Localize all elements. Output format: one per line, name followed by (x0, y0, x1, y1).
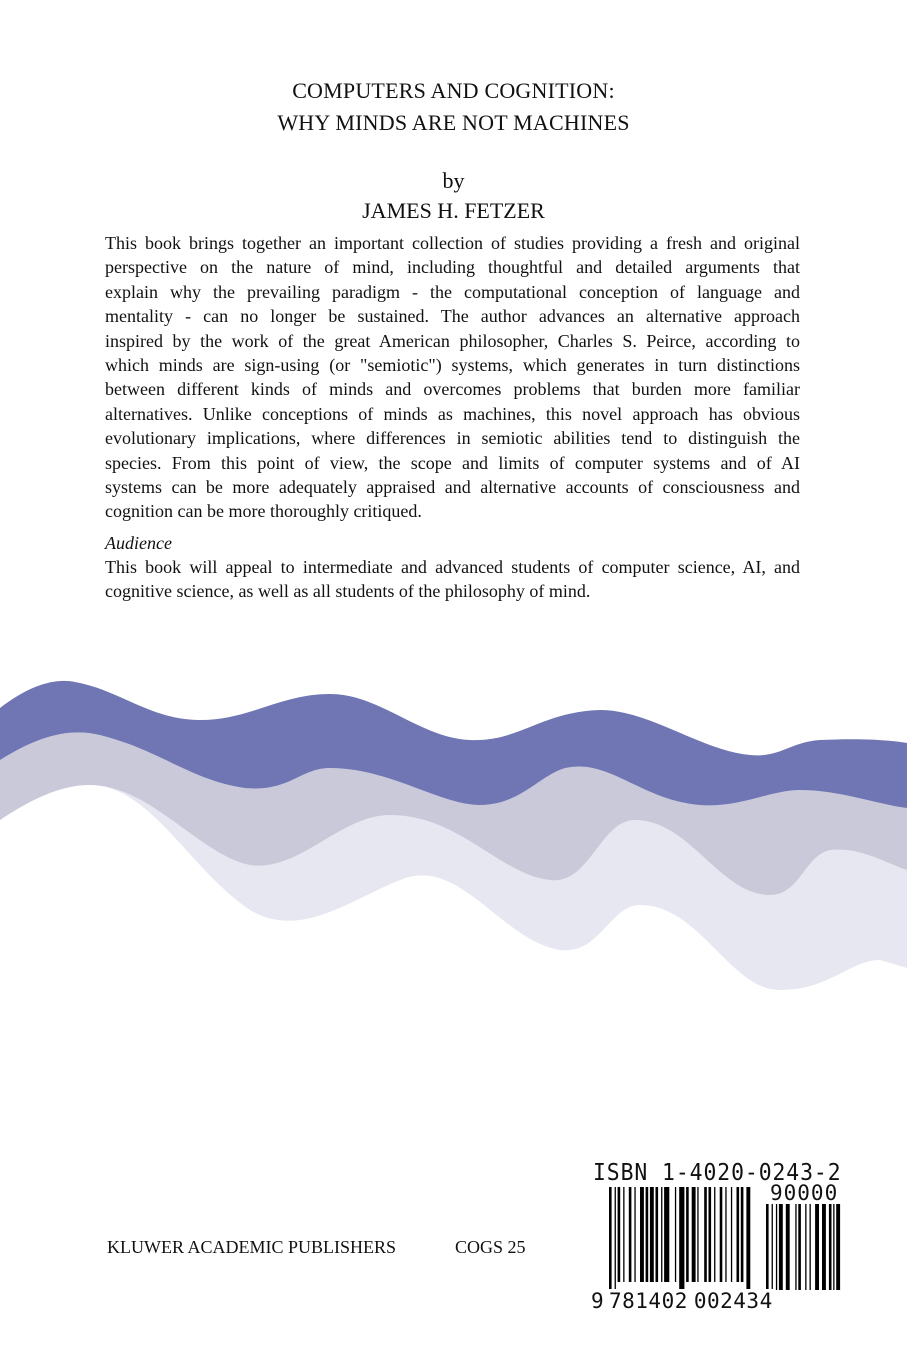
barcode-bar (661, 1187, 662, 1282)
publisher-name: KLUWER ACADEMIC PUBLISHERS (107, 1237, 397, 1257)
description-line: evolutionary implications, where differences in semiotic abilities tend to distinguish the (105, 428, 800, 449)
book-title-line-1: COMPUTERS AND COGNITION: (292, 78, 615, 103)
barcode-bar (697, 1187, 698, 1282)
barcode-bar (704, 1187, 707, 1282)
description-line: alternatives. Unlike conceptions of minds as machines, this novel approach has obvious (105, 403, 800, 424)
barcode-bar (609, 1187, 612, 1290)
barcode-bar (829, 1204, 832, 1290)
barcode-bar (618, 1187, 621, 1282)
barcode-bar (623, 1187, 624, 1282)
barcode-bar (640, 1187, 644, 1282)
ean-number (591, 1289, 773, 1313)
barcode-bar (731, 1187, 732, 1282)
barcode-bar (776, 1204, 777, 1290)
barcode-bar (746, 1187, 750, 1290)
barcode-bar (725, 1187, 726, 1282)
barcode-bar (779, 1204, 783, 1290)
barcode-bar (810, 1204, 811, 1290)
barcode-bar (737, 1187, 740, 1282)
author-name: JAMES H. FETZER (362, 198, 545, 223)
barcode-bar (664, 1187, 669, 1282)
barcode-bar (772, 1204, 773, 1290)
description-line: mentality - can no longer be sustained. The author advances an alternative approach (105, 306, 800, 327)
barcode-bar (720, 1187, 723, 1282)
description-line: inspired by the work of the great American philosopher, Charles S. Peirce, according to (105, 330, 800, 351)
description-line: systems can be more adequately appraised and alternative accounts of consciousness and (105, 477, 800, 498)
audience-line: cognitive science, as well as all students of the philosophy of mind. (105, 581, 591, 602)
barcode-bar (709, 1187, 712, 1282)
barcode-bar (634, 1187, 635, 1282)
barcode-bar (656, 1187, 659, 1282)
barcode-bar (692, 1187, 696, 1282)
description-line: between different kinds of minds and overcomes problems that burden more familiar (105, 379, 800, 400)
by-label: by (442, 168, 465, 193)
barcode-bar (786, 1204, 790, 1290)
barcode-bar (805, 1204, 806, 1290)
book-title-line-2: WHY MINDS ARE NOT MACHINES (277, 110, 630, 135)
barcode-bar (646, 1187, 649, 1282)
audience-heading: Audience (105, 533, 172, 553)
barcode-bar (741, 1187, 744, 1282)
barcode-bar (679, 1187, 684, 1290)
barcode-bar (766, 1204, 769, 1290)
description-line: perspective on the nature of mind, including thoughtful and detailed arguments that (105, 257, 800, 278)
barcode-bar (686, 1187, 689, 1282)
barcode-bar (650, 1187, 654, 1282)
barcode-bar (836, 1204, 840, 1290)
barcode-addon-number: 90000 (770, 1181, 839, 1205)
barcode-bar (714, 1187, 715, 1282)
ean-left-digits: 781402 (609, 1289, 688, 1313)
barcode-bar (798, 1204, 801, 1290)
isbn-text: ISBN 1-4020-0243-2 (593, 1160, 842, 1186)
ean-first-digit: 9 (591, 1289, 604, 1313)
barcode-bar (675, 1187, 676, 1282)
barcode-bar (629, 1187, 632, 1282)
description-line: species. From this point of view, the scope and limits of computer systems and of AI (105, 452, 800, 473)
series-label: COGS 25 (455, 1237, 526, 1257)
barcode-bar (833, 1204, 834, 1290)
description-line: which minds are sign-using (or "semiotic") systems, which generates in turn distinctions (105, 355, 800, 376)
description-line: cognition can be more thoroughly critiqued. (105, 501, 422, 522)
barcode-bar (795, 1204, 796, 1290)
barcode-bar (822, 1204, 826, 1290)
barcode-bar (815, 1204, 819, 1290)
description-line: explain why the prevailing paradigm - the computational conception of language and (105, 281, 800, 302)
barcode-bar (615, 1187, 616, 1290)
ean-right-digits: 002434 (693, 1289, 773, 1313)
description-line: This book brings together an important collection of studies providing a fresh and original (105, 233, 800, 253)
audience-line: This book will appeal to intermediate and advanced students of computer science, AI, and (105, 557, 800, 577)
